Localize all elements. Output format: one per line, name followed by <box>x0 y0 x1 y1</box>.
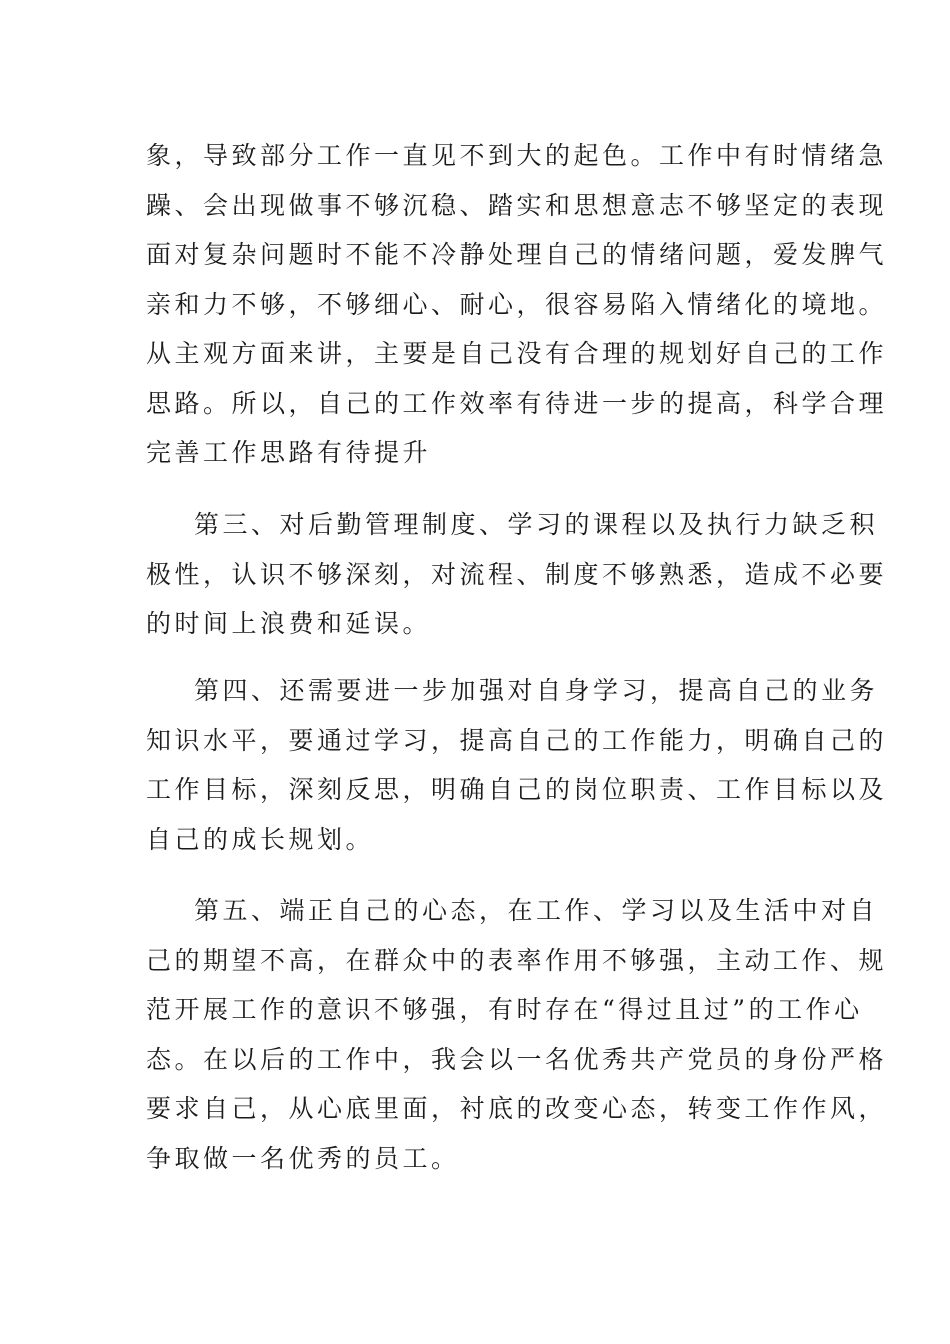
paragraph-third <box>146 500 888 649</box>
text-line: 第四、还需要进一步加强对自身学习，提高自己的业务 <box>194 676 879 705</box>
text-line: 的时间上浪费和延误。 <box>146 609 432 638</box>
text-line: 工作目标，深刻反思，明确自己的岗位职责、工作目标以及 <box>146 775 888 804</box>
paragraph-fifth <box>146 886 888 1183</box>
paragraph-fourth <box>146 666 888 864</box>
text-line: 亲和力不够，不够细心、耐心，很容易陷入情绪化的境地。 <box>146 289 888 319</box>
text-line: 躁、会出现做事不够沉稳、踏实和思想意志不够坚定的表现 <box>146 190 888 220</box>
text-line: 面对复杂问题时不能不冷静处理自己的情绪问题，爱发脾气 <box>146 240 888 269</box>
text-line: 己的期望不高，在群众中的表率作用不够强，主动工作、规 <box>146 945 888 975</box>
text-line: 争取做一名优秀的员工。 <box>146 1143 460 1173</box>
text-line: 象，导致部分工作一直见不到大的起色。工作中有时情绪急 <box>146 141 888 170</box>
text-line: 极性，认识不够深刻，对流程、制度不够熟悉，造成不必要 <box>146 559 888 589</box>
text-line: 范开展工作的意识不够强，有时存在“得过且过”的工作心 <box>146 995 863 1024</box>
text-line: 自己的成长规划。 <box>146 824 375 854</box>
text-line: 思路。所以，自己的工作效率有待进一步的提高，科学合理 <box>146 388 888 418</box>
paragraph-continued <box>146 131 888 478</box>
text-line: 第三、对后勤管理制度、学习的课程以及执行力缺乏积 <box>194 510 879 539</box>
text-line: 第五、端正自己的心态，在工作、学习以及生活中对自 <box>194 896 879 925</box>
text-line: 知识水平，要通过学习，提高自己的工作能力，明确自己的 <box>146 725 888 755</box>
text-line: 要求自己，从心底里面，衬底的改变心态，转变工作作风， <box>146 1094 888 1123</box>
text-line: 从主观方面来讲，主要是自己没有合理的规划好自己的工作 <box>146 339 888 368</box>
text-line: 态。在以后的工作中，我会以一名优秀共产党员的身份严格 <box>146 1044 888 1074</box>
text-line: 完善工作思路有待提升 <box>146 438 432 467</box>
